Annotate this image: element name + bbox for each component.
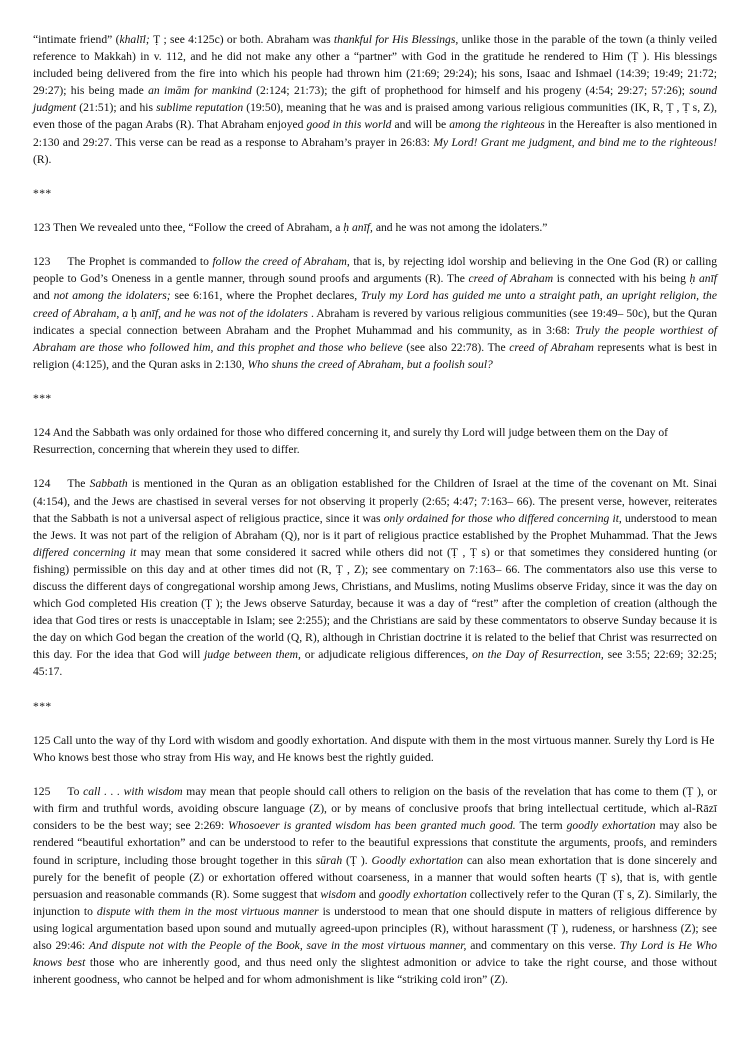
paragraph-spacer <box>33 168 717 185</box>
section-separator: *** <box>33 391 52 405</box>
paragraph-continuation: “intimate friend” (khalīl; Ṭ ; see 4:125c) or both. Abraham was thankful for His Blessings, unlike those in the parable of the town (a thinly veiled reference to Makkah) in v. 112, and he did not make any other a “partner” with God in the gratitude he rendered to Him (Ṭ ). His blessings included being delivered from the fire into which his people had thrown him (21:69; 29:24); his sons, Isaac and Ishmael (14:39; 19:49; 21:72; 29:27); his being made an imām for mankind (2:124; 21:73); the gift of prophethood for himself and his progeny (4:54; 29:27; 57:26); sound judgment (21:51); and his sublime reputation (19:50), meaning that he was and is praised among various religious communities (IK, R, Ṭ , Ṭ s, Z), even those of the pagan Arabs (R). That Abraham enjoyed good in this world and will be among the righteous in the Hereafter is also mentioned in 2:130 and 29:27. This verse can be read as a response to Abraham’s prayer in 26:83: My Lord! Grant me judgment, and bind me to the righteous! (R). <box>33 33 718 166</box>
paragraph-spacer <box>33 458 717 475</box>
commentary-text-124: 124 The Sabbath is mentioned in the Quran as an obligation established for the Children of Israel at the time of the covenant on Mt. Sinai (4:154), and the Jews are chastised in several verses for not observing it properly (2:65; 4:47; 7:163– 66). The present verse, however, reiterates that the Sabbath is not a universal aspect of religious practice, since it was only ordained for those who differed concerning it, understood to mean the Jews. It was not part of the religion of Abraham (Q), nor is it part of religious practice established by the Prophet Muhammad. That the Jews differed concerning it may mean that some considered it sacred while others did not (Ṭ , Ṭ s) or that sometimes they considered hunting (or fishing) permissible on this day and at other times did not (R, Ṭ , Z); see commentary on 7:163– 66. The commentators also use this verse to discuss the different days of congregational worship among Jews, Christians, and Muslims, noting Muslims observe Friday, since it was the day on which God completed His creation (Ṭ ); the Jews observe Saturday, because it was a day of “rest” after the completion of creation (although the idea that God tires or rests is unacceptable in Islam; see 2:255); and the Christians are said by these commentators to observe Sunday because it is the day on which God began the creation of the world (Q, R), although in Christian doctrine it is related to the belief that Christ was resurrected on this day. For the idea that God will judge between them, or adjudicate religious differences, on the Day of Resurrection, see 3:55; 22:69; 32:25; 45:17. <box>33 477 718 679</box>
paragraph-spacer <box>33 373 717 390</box>
verse-text-123: 123 Then We revealed unto thee, “Follow the creed of Abraham, a ḥ anīf, and he was not among the idolaters.” <box>33 221 548 235</box>
verse-text-125: 125 Call unto the way of thy Lord with wisdom and goodly exhortation. And dispute with them in the most virtuous manner. Surely thy Lord is He Who knows best those who stray from His way, and He knows best the rightly guided. <box>33 733 715 764</box>
paragraph-spacer <box>33 407 717 424</box>
section-separator: *** <box>33 186 52 200</box>
verse-text-124: 124 And the Sabbath was only ordained for those who differed concerning it, and surely thy Lord will judge between them on the Day of Resurrection, concerning that wherein they used to differ. <box>33 426 669 457</box>
commentary-text-123: 123 The Prophet is commanded to follow the creed of Abraham, that is, by rejecting idol worship and believing in the One God (R) or calling people to God’s Oneness in a gentle manner, through sound proofs and arguments (R). The creed of Abraham is connected with his being ḥ anīf and not among the idolaters; see 6:161, where the Prophet declares, Truly my Lord has guided me unto a straight path, an upright religion, the creed of Abraham, a ḥ anīf, and he was not of the idolaters . Abraham is revered by various religious communities (see 19:49– 50c), but the Quran indicates a special connection between Abraham and the Prophet Muhammad and his community, as in 3:68: Truly the people worthiest of Abraham are those who followed him, and this prophet and those who believe (see also 22:78). The creed of Abraham represents what is best in religion (4:125), and the Quran asks in 2:130, Who shuns the creed of Abraham, but a foolish soul? <box>33 255 718 371</box>
commentary-text-125: 125 To call . . . with wisdom may mean that people should call others to religion on the basis of the revelation that has come to them (Ṭ ), or with firm and truthful words, avoiding obscure language (Z), or by means of conclusive proofs that bring intellectual certitude, which al-Rāzī considers to be the best way; see 2:269: Whosoever is granted wisdom has been granted much good. The term goodly exhortation may also be rendered “beautiful exhortation” and can be understood to refer to the beautiful expressions that constitute the arguments, proofs, and reminders found in scripture, including those brought together in this sūrah (Ṭ ). Goodly exhortation can also mean exhortation that is done sincerely and purely for the benefit of people (Z) or exhortation offered without coarseness, in a manner that would soften hearts (Ṭ s), that is, with gentle persuasion and reasonable commands (R). Some suggest that wisdom and goodly exhortation collectively refer to the Quran (Ṭ s, Z). Similarly, the injunction to dispute with them in the most virtuous manner is understood to mean that one should dispute in matters of religious difference by using logical argumentation based upon sound and mutually agreed-upon principles (R), without harassment (Ṭ ), rudeness, or harshness (Z); see also 29:46: And dispute not with the People of the Book, save in the most virtuous manner, and commentary on this verse. Thy Lord is He Who knows best those who are inherently good, and thus need only the slightest admonition or advice to take the right course, and those without inherent goodness, who cannot be helped and for whom admonishment is like “striking cold iron” (Z). <box>33 785 718 987</box>
section-separator: *** <box>33 699 52 713</box>
page-content <box>33 31 717 988</box>
paragraph-spacer <box>33 715 717 732</box>
paragraph-spacer <box>33 766 717 783</box>
paragraph-spacer <box>33 202 717 219</box>
paragraph-spacer <box>33 681 717 698</box>
paragraph-spacer <box>33 236 717 253</box>
